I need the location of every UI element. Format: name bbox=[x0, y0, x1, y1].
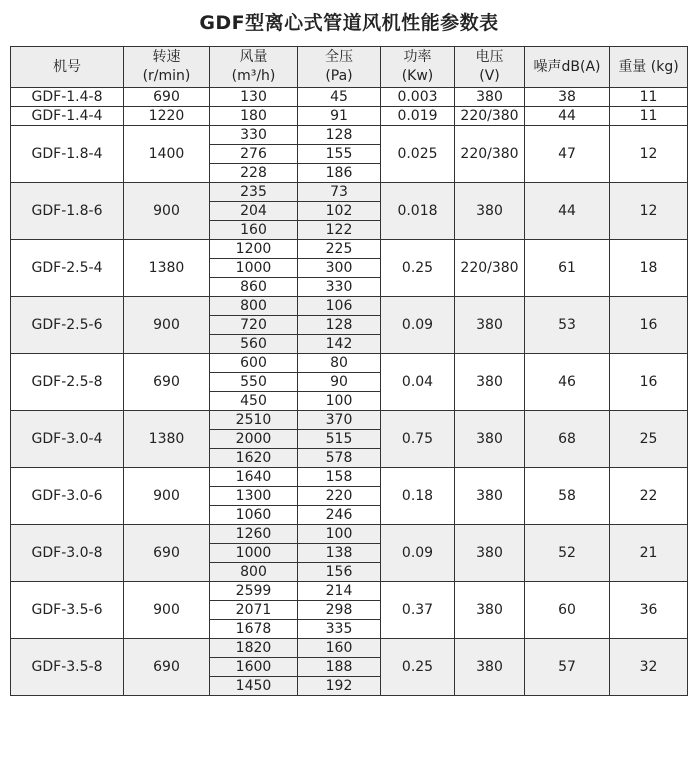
cell-pressure: 122 bbox=[298, 221, 381, 240]
header-airflow-text: 风量 bbox=[239, 49, 268, 65]
cell-voltage: 380 bbox=[455, 582, 525, 639]
cell-model: GDF-3.0-6 bbox=[11, 468, 124, 525]
table-row bbox=[11, 639, 688, 658]
cell-pressure: 192 bbox=[298, 677, 381, 696]
table-row bbox=[11, 582, 688, 601]
header-speed-text: 转速 bbox=[152, 49, 181, 65]
cell-power: 0.018 bbox=[381, 183, 455, 240]
cell-speed: 900 bbox=[124, 468, 210, 525]
cell-speed: 900 bbox=[124, 297, 210, 354]
cell-weight: 36 bbox=[610, 582, 688, 639]
cell-airflow: 235 bbox=[210, 183, 298, 202]
cell-pressure: 298 bbox=[298, 601, 381, 620]
cell-model: GDF-1.4-4 bbox=[11, 107, 124, 126]
cell-airflow: 720 bbox=[210, 316, 298, 335]
header-airflow bbox=[210, 47, 298, 88]
cell-power: 0.003 bbox=[381, 88, 455, 107]
cell-pressure: 155 bbox=[298, 145, 381, 164]
cell-pressure: 158 bbox=[298, 468, 381, 487]
header-pressure bbox=[298, 47, 381, 88]
cell-airflow: 1260 bbox=[210, 525, 298, 544]
cell-pressure: 160 bbox=[298, 639, 381, 658]
cell-noise: 57 bbox=[525, 639, 610, 696]
header-row bbox=[11, 47, 688, 88]
header-voltage-text: 电压 bbox=[475, 49, 504, 65]
cell-pressure: 335 bbox=[298, 620, 381, 639]
header-weight-text: 重量 (kg) bbox=[618, 58, 679, 75]
cell-speed: 690 bbox=[124, 639, 210, 696]
cell-power: 0.09 bbox=[381, 525, 455, 582]
cell-airflow: 228 bbox=[210, 164, 298, 183]
cell-noise: 47 bbox=[525, 126, 610, 183]
header-speed bbox=[124, 47, 210, 88]
cell-airflow: 560 bbox=[210, 335, 298, 354]
cell-airflow: 2510 bbox=[210, 411, 298, 430]
cell-weight: 18 bbox=[610, 240, 688, 297]
cell-model: GDF-1.8-4 bbox=[11, 126, 124, 183]
cell-weight: 11 bbox=[610, 88, 688, 107]
cell-speed: 690 bbox=[124, 88, 210, 107]
cell-airflow: 204 bbox=[210, 202, 298, 221]
table-row bbox=[11, 354, 688, 373]
cell-weight: 22 bbox=[610, 468, 688, 525]
cell-pressure: 100 bbox=[298, 392, 381, 411]
cell-speed: 1380 bbox=[124, 411, 210, 468]
cell-weight: 32 bbox=[610, 639, 688, 696]
cell-pressure: 300 bbox=[298, 259, 381, 278]
cell-voltage: 220/380 bbox=[455, 126, 525, 183]
cell-model: GDF-1.4-8 bbox=[11, 88, 124, 107]
cell-power: 0.75 bbox=[381, 411, 455, 468]
cell-pressure: 90 bbox=[298, 373, 381, 392]
cell-model: GDF-3.0-4 bbox=[11, 411, 124, 468]
table-row bbox=[11, 126, 688, 145]
cell-pressure: 73 bbox=[298, 183, 381, 202]
cell-pressure: 128 bbox=[298, 126, 381, 145]
cell-weight: 16 bbox=[610, 297, 688, 354]
cell-power: 0.25 bbox=[381, 639, 455, 696]
cell-noise: 68 bbox=[525, 411, 610, 468]
cell-airflow: 860 bbox=[210, 278, 298, 297]
cell-airflow: 1000 bbox=[210, 544, 298, 563]
cell-airflow: 800 bbox=[210, 297, 298, 316]
cell-airflow: 550 bbox=[210, 373, 298, 392]
cell-noise: 58 bbox=[525, 468, 610, 525]
cell-airflow: 2071 bbox=[210, 601, 298, 620]
cell-pressure: 220 bbox=[298, 487, 381, 506]
cell-weight: 25 bbox=[610, 411, 688, 468]
header-model bbox=[11, 47, 124, 88]
cell-power: 0.18 bbox=[381, 468, 455, 525]
cell-noise: 61 bbox=[525, 240, 610, 297]
cell-airflow: 2599 bbox=[210, 582, 298, 601]
cell-power: 0.019 bbox=[381, 107, 455, 126]
cell-model: GDF-2.5-8 bbox=[11, 354, 124, 411]
cell-noise: 38 bbox=[525, 88, 610, 107]
header-noise-text: 噪声dB(A) bbox=[533, 58, 601, 75]
header-speed-unit: (r/min) bbox=[142, 68, 191, 84]
cell-noise: 44 bbox=[525, 107, 610, 126]
header-voltage bbox=[455, 47, 525, 88]
cell-weight: 16 bbox=[610, 354, 688, 411]
header-power-text: 功率 bbox=[403, 49, 432, 65]
header-power-unit: (Kw) bbox=[401, 68, 434, 84]
table-title: GDF型离心式管道风机性能参数表 bbox=[199, 12, 499, 34]
cell-airflow: 160 bbox=[210, 221, 298, 240]
cell-noise: 60 bbox=[525, 582, 610, 639]
cell-model: GDF-2.5-4 bbox=[11, 240, 124, 297]
cell-voltage: 380 bbox=[455, 183, 525, 240]
cell-airflow: 600 bbox=[210, 354, 298, 373]
cell-pressure: 188 bbox=[298, 658, 381, 677]
table-row bbox=[11, 297, 688, 316]
cell-speed: 1400 bbox=[124, 126, 210, 183]
table-row bbox=[11, 183, 688, 202]
table-row bbox=[11, 240, 688, 259]
cell-airflow: 1640 bbox=[210, 468, 298, 487]
cell-pressure: 515 bbox=[298, 430, 381, 449]
cell-pressure: 156 bbox=[298, 563, 381, 582]
cell-pressure: 138 bbox=[298, 544, 381, 563]
cell-noise: 44 bbox=[525, 183, 610, 240]
cell-power: 0.25 bbox=[381, 240, 455, 297]
cell-pressure: 45 bbox=[298, 88, 381, 107]
cell-power: 0.04 bbox=[381, 354, 455, 411]
cell-airflow: 330 bbox=[210, 126, 298, 145]
cell-voltage: 380 bbox=[455, 411, 525, 468]
cell-airflow: 180 bbox=[210, 107, 298, 126]
table-row bbox=[11, 88, 688, 107]
header-weight bbox=[610, 47, 688, 88]
cell-voltage: 220/380 bbox=[455, 107, 525, 126]
cell-model: GDF-3.5-6 bbox=[11, 582, 124, 639]
cell-pressure: 80 bbox=[298, 354, 381, 373]
cell-pressure: 100 bbox=[298, 525, 381, 544]
cell-noise: 46 bbox=[525, 354, 610, 411]
cell-airflow: 1678 bbox=[210, 620, 298, 639]
cell-airflow: 1200 bbox=[210, 240, 298, 259]
table-row bbox=[11, 411, 688, 430]
cell-airflow: 1820 bbox=[210, 639, 298, 658]
cell-weight: 12 bbox=[610, 126, 688, 183]
cell-pressure: 578 bbox=[298, 449, 381, 468]
cell-model: GDF-3.5-8 bbox=[11, 639, 124, 696]
cell-model: GDF-1.8-6 bbox=[11, 183, 124, 240]
cell-airflow: 800 bbox=[210, 563, 298, 582]
table-row bbox=[11, 468, 688, 487]
cell-power: 0.37 bbox=[381, 582, 455, 639]
cell-airflow: 1060 bbox=[210, 506, 298, 525]
header-airflow-unit: (m³/h) bbox=[231, 68, 276, 84]
cell-speed: 1380 bbox=[124, 240, 210, 297]
table-row bbox=[11, 107, 688, 126]
cell-voltage: 220/380 bbox=[455, 240, 525, 297]
cell-noise: 53 bbox=[525, 297, 610, 354]
cell-voltage: 380 bbox=[455, 354, 525, 411]
cell-pressure: 225 bbox=[298, 240, 381, 259]
header-pressure-unit: (Pa) bbox=[325, 68, 353, 84]
cell-airflow: 1000 bbox=[210, 259, 298, 278]
cell-speed: 1220 bbox=[124, 107, 210, 126]
cell-pressure: 91 bbox=[298, 107, 381, 126]
cell-voltage: 380 bbox=[455, 297, 525, 354]
cell-weight: 21 bbox=[610, 525, 688, 582]
cell-speed: 900 bbox=[124, 183, 210, 240]
cell-airflow: 276 bbox=[210, 145, 298, 164]
cell-pressure: 142 bbox=[298, 335, 381, 354]
cell-airflow: 450 bbox=[210, 392, 298, 411]
cell-pressure: 330 bbox=[298, 278, 381, 297]
cell-pressure: 214 bbox=[298, 582, 381, 601]
table-row bbox=[11, 525, 688, 544]
cell-pressure: 102 bbox=[298, 202, 381, 221]
cell-speed: 690 bbox=[124, 525, 210, 582]
cell-noise: 52 bbox=[525, 525, 610, 582]
cell-model: GDF-3.0-8 bbox=[11, 525, 124, 582]
header-pressure-text: 全压 bbox=[325, 49, 353, 65]
cell-voltage: 380 bbox=[455, 525, 525, 582]
cell-pressure: 370 bbox=[298, 411, 381, 430]
cell-voltage: 380 bbox=[455, 88, 525, 107]
header-noise bbox=[525, 47, 610, 88]
cell-pressure: 128 bbox=[298, 316, 381, 335]
cell-power: 0.025 bbox=[381, 126, 455, 183]
cell-airflow: 1300 bbox=[210, 487, 298, 506]
cell-voltage: 380 bbox=[455, 468, 525, 525]
header-model-text: 机号 bbox=[53, 58, 81, 75]
cell-airflow: 130 bbox=[210, 88, 298, 107]
cell-pressure: 186 bbox=[298, 164, 381, 183]
cell-speed: 900 bbox=[124, 582, 210, 639]
fan-spec-table bbox=[10, 46, 688, 696]
table-header bbox=[11, 47, 688, 88]
cell-model: GDF-2.5-6 bbox=[11, 297, 124, 354]
header-power bbox=[381, 47, 455, 88]
table-body bbox=[11, 88, 688, 696]
cell-pressure: 106 bbox=[298, 297, 381, 316]
cell-airflow: 1600 bbox=[210, 658, 298, 677]
cell-airflow: 2000 bbox=[210, 430, 298, 449]
cell-pressure: 246 bbox=[298, 506, 381, 525]
cell-speed: 690 bbox=[124, 354, 210, 411]
cell-voltage: 380 bbox=[455, 639, 525, 696]
cell-weight: 12 bbox=[610, 183, 688, 240]
cell-weight: 11 bbox=[610, 107, 688, 126]
cell-power: 0.09 bbox=[381, 297, 455, 354]
header-voltage-unit: (V) bbox=[479, 68, 500, 84]
cell-airflow: 1450 bbox=[210, 677, 298, 696]
cell-airflow: 1620 bbox=[210, 449, 298, 468]
